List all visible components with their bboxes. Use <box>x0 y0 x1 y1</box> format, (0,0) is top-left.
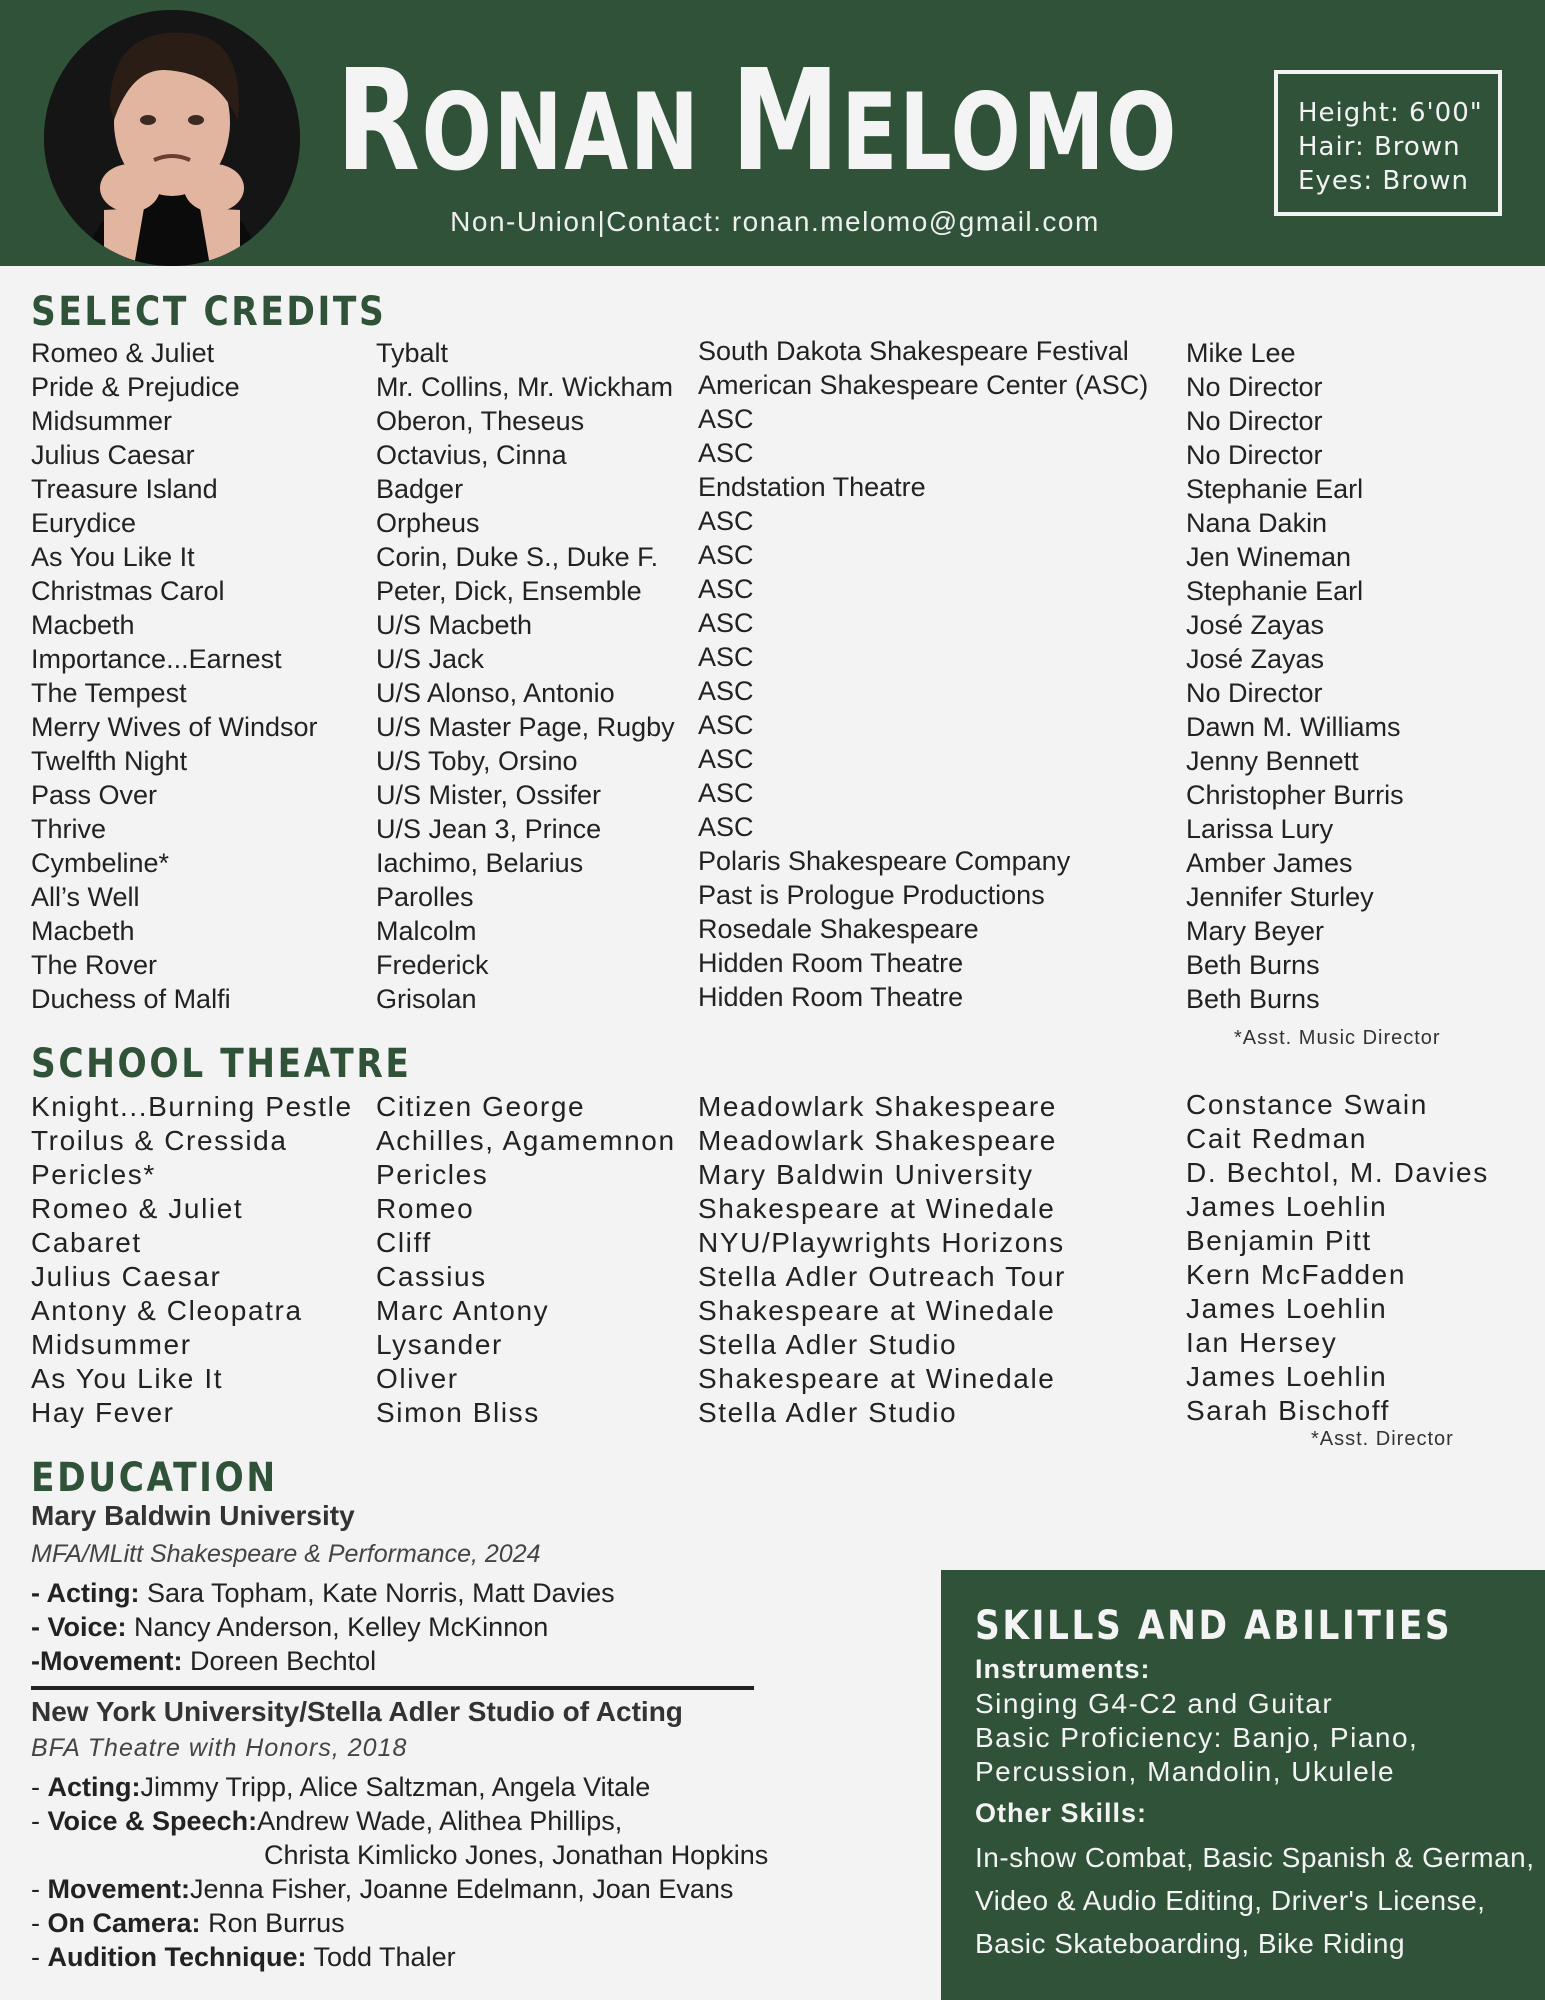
credits-footnote: *Asst. Music Director <box>1234 1027 1441 1049</box>
credit-director: Larissa Lury <box>1186 814 1334 844</box>
credit-play: Macbeth <box>31 610 135 640</box>
credits-roles-column <box>376 336 675 1016</box>
credit-play: Romeo & Juliet <box>31 338 215 368</box>
credit-role: Oberon, Theseus <box>376 406 585 436</box>
school-director: James Loehlin <box>1186 1293 1388 1324</box>
credit-role: Parolles <box>376 882 474 912</box>
credit-play: The Rover <box>31 950 158 980</box>
credits-directors-column <box>1186 336 1404 1016</box>
credit-director: Mary Beyer <box>1186 916 1325 946</box>
school-play: Knight...Burning Pestle <box>31 1091 353 1122</box>
line-value: Ron Burrus <box>200 1908 345 1938</box>
contact-line: Non-Union|Contact: ronan.melomo@gmail.com <box>450 206 1100 237</box>
school-director: D. Bechtol, M. Davies <box>1186 1157 1489 1188</box>
surname-rest: ELOMO <box>841 71 1179 194</box>
school-play: Pericles* <box>31 1159 156 1190</box>
line-value: Christa Kimlicko Jones, Jonathan Hopkins <box>264 1840 769 1870</box>
credit-role: U/S Jack <box>376 644 485 674</box>
line-value: Jimmy Tripp, Alice Saltzman, Angela Vitale <box>140 1772 651 1802</box>
credit-director: Stephanie Earl <box>1186 576 1364 606</box>
credits-companies-column <box>698 334 1148 1014</box>
education-heading: EDUCATION <box>31 1455 278 1501</box>
mbu-movement-line <box>31 1646 376 1677</box>
school-company: Meadowlark Shakespeare <box>698 1091 1057 1122</box>
name-initial: R <box>336 40 422 203</box>
degree-nyu: BFA Theatre with Honors, 2018 <box>31 1734 408 1762</box>
credit-role: U/S Toby, Orsino <box>376 746 578 776</box>
credit-play: Merry Wives of Windsor <box>31 712 318 742</box>
credit-play: Treasure Island <box>31 474 218 504</box>
headshot-photo <box>44 10 300 266</box>
nyu-on-camera-line <box>31 1908 345 1939</box>
headshot-image <box>44 10 300 266</box>
credit-director: Beth Burns <box>1186 950 1320 980</box>
line-value: Andrew Wade, Alithea Phillips, <box>257 1806 623 1836</box>
line-value: Todd Thaler <box>306 1942 456 1972</box>
line-value: Jenna Fisher, Joanne Edelmann, Joan Evans <box>190 1874 734 1904</box>
nyu-audition-line <box>31 1942 456 1973</box>
credit-play: Julius Caesar <box>31 440 195 470</box>
credit-director: Jenny Bennett <box>1186 746 1359 776</box>
stat-height: Height: 6'00" <box>1298 98 1483 128</box>
school-company: Stella Adler Studio <box>698 1397 958 1428</box>
school-role: Lysander <box>376 1329 503 1360</box>
line-label: - Voice: <box>31 1612 127 1642</box>
line-value: Sara Topham, Kate Norris, Matt Davies <box>139 1578 615 1608</box>
school-company: Shakespeare at Winedale <box>698 1295 1056 1326</box>
skills-panel <box>941 1570 1545 2000</box>
school-name-mbu: Mary Baldwin University <box>31 1500 355 1531</box>
credit-play: Duchess of Malfi <box>31 984 231 1014</box>
credit-director: No Director <box>1186 678 1323 708</box>
credit-role: U/S Macbeth <box>376 610 533 640</box>
mbu-acting-line <box>31 1578 615 1609</box>
school-director: James Loehlin <box>1186 1191 1388 1222</box>
credit-role: U/S Alonso, Antonio <box>376 678 615 708</box>
credit-company: ASC <box>698 812 754 842</box>
line-label: Acting: <box>47 1772 141 1802</box>
credit-director: José Zayas <box>1186 610 1325 640</box>
skills-heading: SKILLS AND ABILITIES <box>975 1603 1453 1649</box>
school-play: As You Like It <box>31 1363 224 1394</box>
credit-director: No Director <box>1186 372 1323 402</box>
degree-mbu: MFA/MLitt Shakespeare & Performance, 2024 <box>31 1540 541 1568</box>
credit-company: ASC <box>698 778 754 808</box>
credit-company: Hidden Room Theatre <box>698 982 964 1012</box>
credit-play: All’s Well <box>31 882 140 912</box>
credit-role: Tybalt <box>376 338 449 368</box>
school-director: Kern McFadden <box>1186 1259 1407 1290</box>
credit-director: Amber James <box>1186 848 1353 878</box>
credit-director: Jen Wineman <box>1186 542 1352 572</box>
school-footnote: *Asst. Director <box>1311 1428 1454 1450</box>
credit-role: Frederick <box>376 950 489 980</box>
credit-director: Christopher Burris <box>1186 780 1404 810</box>
credit-role: Peter, Dick, Ensemble <box>376 576 642 606</box>
school-company: Mary Baldwin University <box>698 1159 1034 1190</box>
school-companies-column <box>698 1090 1066 1430</box>
name-rest: ONAN <box>421 71 731 194</box>
credit-company: ASC <box>698 710 754 740</box>
line-prefix: - <box>31 1874 48 1904</box>
school-company: Shakespeare at Winedale <box>698 1363 1056 1394</box>
credit-play: As You Like It <box>31 542 195 572</box>
credit-play: Twelfth Night <box>31 746 188 776</box>
credit-director: Beth Burns <box>1186 984 1320 1014</box>
other-skills-line: Basic Skateboarding, Bike Riding <box>975 1928 1406 1959</box>
credit-company: American Shakespeare Center (ASC) <box>698 370 1149 400</box>
line-label: Voice & Speech: <box>47 1806 258 1836</box>
instruments-label: Instruments: <box>975 1654 1151 1684</box>
credit-director: Stephanie Earl <box>1186 474 1364 504</box>
credit-role: Grisolan <box>376 984 477 1014</box>
school-play: Romeo & Juliet <box>31 1193 244 1224</box>
school-company: Stella Adler Outreach Tour <box>698 1261 1066 1292</box>
school-name-nyu: New York University/Stella Adler Studio of Acting <box>31 1696 683 1727</box>
school-role: Pericles <box>376 1159 489 1190</box>
school-role: Oliver <box>376 1363 459 1394</box>
surname-initial: M <box>730 40 842 203</box>
line-label: Movement: <box>47 1874 191 1904</box>
credit-role: Malcolm <box>376 916 477 946</box>
stat-eyes: Eyes: Brown <box>1298 166 1469 196</box>
credit-company: Rosedale Shakespeare <box>698 914 979 944</box>
credit-play: Pride & Prejudice <box>31 372 240 402</box>
school-play: Julius Caesar <box>31 1261 222 1292</box>
school-play: Midsummer <box>31 1329 192 1360</box>
instruments-line: Percussion, Mandolin, Ukulele <box>975 1756 1396 1787</box>
credit-play: Eurydice <box>31 508 137 538</box>
education-divider <box>31 1686 754 1690</box>
instruments-line: Basic Proficiency: Banjo, Piano, <box>975 1722 1419 1753</box>
credit-company: Endstation Theatre <box>698 472 926 502</box>
credit-play: Importance...Earnest <box>31 644 282 674</box>
credit-company: ASC <box>698 608 754 638</box>
credit-director: No Director <box>1186 440 1323 470</box>
credit-company: ASC <box>698 438 754 468</box>
credit-company: South Dakota Shakespeare Festival <box>698 336 1129 366</box>
school-play: Troilus & Cressida <box>31 1125 288 1156</box>
school-roles-column <box>376 1090 676 1430</box>
stat-hair: Hair: Brown <box>1298 132 1461 162</box>
credits-plays-column <box>31 336 318 1016</box>
school-role: Achilles, Agamemnon <box>376 1125 676 1156</box>
school-director: James Loehlin <box>1186 1361 1388 1392</box>
school-company: Meadowlark Shakespeare <box>698 1125 1057 1156</box>
credit-role: Mr. Collins, Mr. Wickham <box>376 372 674 402</box>
instruments-line: Singing G4-C2 and Guitar <box>975 1688 1334 1719</box>
credit-play: Midsummer <box>31 406 173 436</box>
school-plays-column <box>31 1090 353 1430</box>
school-director: Benjamin Pitt <box>1186 1225 1372 1256</box>
line-value: Doreen Bechtol <box>182 1646 377 1676</box>
credit-role: Iachimo, Belarius <box>376 848 584 878</box>
school-company: NYU/Playwrights Horizons <box>698 1227 1065 1258</box>
school-director: Cait Redman <box>1186 1123 1368 1154</box>
credit-director: Dawn M. Williams <box>1186 712 1401 742</box>
credit-company: ASC <box>698 540 754 570</box>
credit-role: Badger <box>376 474 464 504</box>
credit-role: Octavius, Cinna <box>376 440 567 470</box>
school-play: Hay Fever <box>31 1397 175 1428</box>
credit-director: Jennifer Sturley <box>1186 882 1374 912</box>
credit-role: Orpheus <box>376 508 480 538</box>
school-directors-column <box>1186 1088 1489 1428</box>
school-director: Constance Swain <box>1186 1089 1428 1120</box>
line-prefix: - <box>31 1942 48 1972</box>
line-prefix: - <box>31 1806 48 1836</box>
school-role: Citizen George <box>376 1091 586 1122</box>
credit-company: Polaris Shakespeare Company <box>698 846 1071 876</box>
physical-stats-box <box>1274 70 1502 216</box>
credit-director: José Zayas <box>1186 644 1325 674</box>
credit-company: ASC <box>698 506 754 536</box>
nyu-movement-line <box>31 1874 733 1905</box>
school-play: Antony & Cleopatra <box>31 1295 303 1326</box>
nyu-voice-line <box>31 1806 622 1837</box>
credit-company: ASC <box>698 574 754 604</box>
line-value: Nancy Anderson, Kelley McKinnon <box>126 1612 549 1642</box>
nyu-voice-continued-line <box>264 1840 768 1871</box>
credit-play: Macbeth <box>31 916 135 946</box>
mbu-voice-line <box>31 1612 548 1643</box>
line-label: -Movement: <box>31 1646 183 1676</box>
credit-role: U/S Jean 3, Prince <box>376 814 602 844</box>
credit-play: Thrive <box>31 814 107 844</box>
credit-role: Corin, Duke S., Duke F. <box>376 542 659 572</box>
other-skills-line: In-show Combat, Basic Spanish & German, <box>975 1842 1535 1873</box>
other-skills-line: Video & Audio Editing, Driver's License, <box>975 1885 1486 1916</box>
school-role: Romeo <box>376 1193 475 1224</box>
school-role: Cassius <box>376 1261 487 1292</box>
school-role: Marc Antony <box>376 1295 550 1326</box>
credit-role: U/S Mister, Ossifer <box>376 780 602 810</box>
line-label: Audition Technique: <box>47 1942 307 1972</box>
other-skills-label: Other Skills: <box>975 1798 1148 1828</box>
school-play: Cabaret <box>31 1227 142 1258</box>
credit-play: Pass Over <box>31 780 158 810</box>
line-label: On Camera: <box>47 1908 201 1938</box>
credit-play: The Tempest <box>31 678 187 708</box>
school-role: Simon Bliss <box>376 1397 540 1428</box>
credit-director: Nana Dakin <box>1186 508 1328 538</box>
credit-company: ASC <box>698 744 754 774</box>
credit-company: ASC <box>698 642 754 672</box>
credit-director: No Director <box>1186 406 1323 436</box>
line-prefix: - <box>31 1772 48 1802</box>
line-prefix: - <box>31 1908 48 1938</box>
credit-company: Hidden Room Theatre <box>698 948 964 978</box>
school-director: Ian Hersey <box>1186 1327 1338 1358</box>
credit-role: U/S Master Page, Rugby <box>376 712 675 742</box>
school-company: Shakespeare at Winedale <box>698 1193 1056 1224</box>
select-credits-heading: SELECT CREDITS <box>31 289 387 335</box>
school-theatre-heading: SCHOOL THEATRE <box>31 1041 412 1087</box>
line-label: - Acting: <box>31 1578 140 1608</box>
school-director: Sarah Bischoff <box>1186 1395 1390 1426</box>
performer-name <box>336 40 1179 203</box>
header-banner <box>0 0 1545 266</box>
school-role: Cliff <box>376 1227 432 1258</box>
credit-play: Cymbeline* <box>31 848 170 878</box>
school-company: Stella Adler Studio <box>698 1329 958 1360</box>
credit-director: Mike Lee <box>1186 338 1296 368</box>
credit-company: ASC <box>698 676 754 706</box>
credit-company: Past is Prologue Productions <box>698 880 1045 910</box>
credit-play: Christmas Carol <box>31 576 225 606</box>
nyu-acting-line <box>31 1772 650 1803</box>
credit-company: ASC <box>698 404 754 434</box>
